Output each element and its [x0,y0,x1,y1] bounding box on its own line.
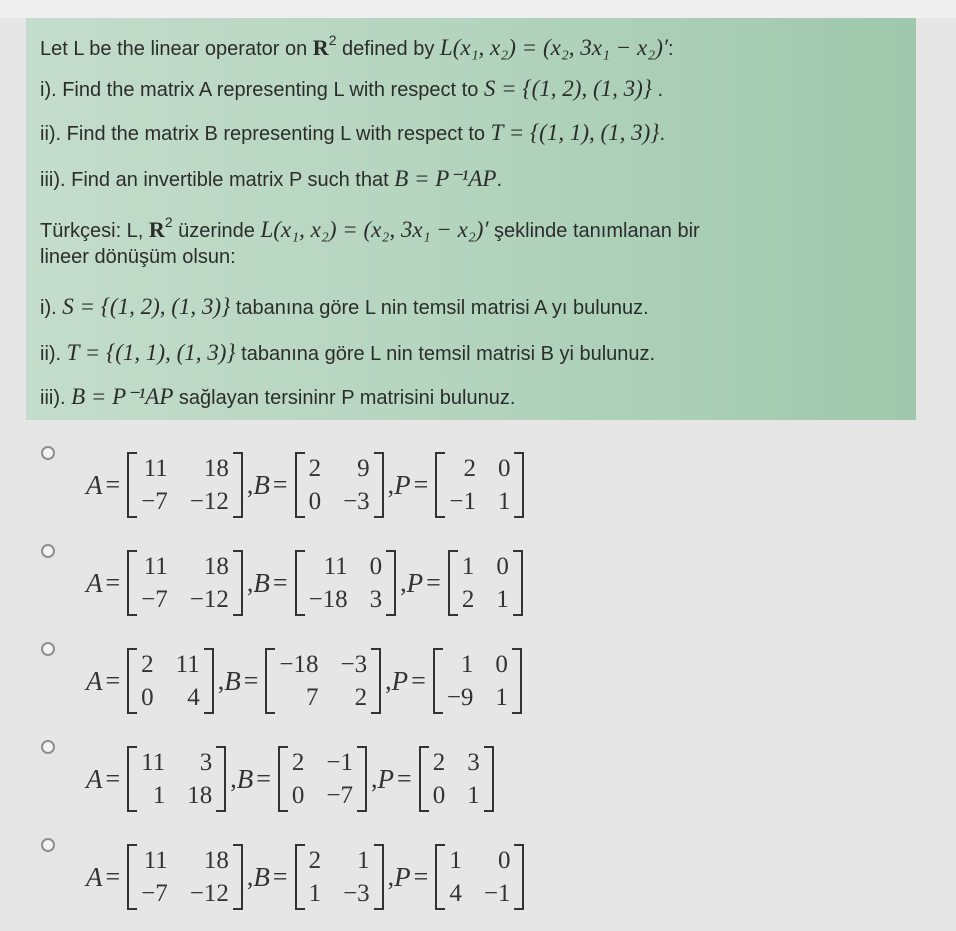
matrix-cell: 2 [461,585,475,613]
matrix-cell: 1 [357,846,370,874]
equals-sign: = [243,666,259,695]
matrix-label-a: A [86,469,103,500]
matrix-cell: 0 [291,781,305,809]
question-line-9 [40,384,515,410]
matrix-a [127,746,226,812]
matrix-cell: −3 [343,879,370,907]
radio-button[interactable] [41,544,55,558]
answer-option-4[interactable] [26,724,926,822]
option-formula [86,646,526,716]
equals-sign: = [397,764,412,793]
matrix-p [448,550,523,616]
matrix-label-p: P [377,763,395,794]
equals-sign: = [105,764,121,793]
matrix-cell: 1 [461,552,475,580]
matrix-cell: 0 [495,650,508,678]
matrix-a [127,844,243,910]
matrix-cell: 18 [203,552,229,580]
matrix-b [295,550,397,616]
matrix-cell: 1 [495,683,508,711]
formula: B = P⁻¹AP [394,166,497,191]
matrix-cell: 0 [497,454,511,482]
comma: , [371,764,378,793]
matrix-cell: 3 [467,748,480,776]
text: üzerinde [172,220,261,242]
comma: , [387,470,395,499]
matrix-cell: 1 [467,781,480,809]
matrix-cell: 2 [432,748,446,776]
matrix-cell: 2 [308,846,322,874]
option-formula [86,744,498,814]
formula: S = {(1, 2), (1, 3)} [483,76,652,101]
question-line-2 [40,76,663,102]
text: iii). Find an invertible matrix P such that [40,169,395,191]
matrix-cell: 7 [306,683,319,711]
matrix-a [127,452,243,518]
matrix-cell: 0 [496,552,509,580]
answer-options [26,430,926,925]
option-formula [86,842,528,912]
radio-button[interactable] [41,642,55,656]
matrix-cell: 18 [203,454,229,482]
matrix-a [127,550,243,616]
matrix-label-b: B [253,861,270,892]
text: . [651,79,664,101]
comma: , [246,862,254,891]
comma: , [400,568,407,597]
matrix-label-p: P [391,665,409,696]
question-line-4 [40,166,502,192]
matrix-cell: −7 [141,487,168,515]
matrix-cell: −18 [308,585,348,613]
answer-option-5[interactable] [26,822,926,920]
question-line-5 [40,214,700,243]
equals-sign: = [272,470,288,499]
matrix-cell: −7 [326,781,354,809]
matrix-cell: −3 [343,487,370,515]
matrix-label-p: P [406,567,424,598]
matrix-cell: 2 [354,683,368,711]
radio-button[interactable] [41,446,55,460]
matrix-cell: −18 [279,650,319,678]
matrix-cell: 1 [449,846,462,874]
matrix-a [127,648,214,714]
equals-sign: = [105,666,121,695]
matrix-cell: 0 [497,846,511,874]
comma: , [387,862,395,891]
text: . [496,169,503,191]
matrix-label-a: A [86,567,103,598]
text: iii). [40,387,72,409]
text: sağlayan tersininr P matrisini bulunuz. [173,387,516,409]
exponent: 2 [164,214,173,230]
matrix-label-p: P [394,469,411,500]
comma: , [230,764,237,793]
matrix-cell: 1 [496,585,509,613]
text: tabanına göre L nin temsil matrisi B yi bulunuz. [235,343,656,365]
question-line-7 [40,294,649,320]
matrix-cell: −1 [483,879,511,907]
text: ii). [40,343,67,365]
question-line-1 [40,32,674,61]
real-space-symbol: R [312,35,329,60]
matrix-cell: −1 [449,487,476,515]
matrix-cell: 2 [291,748,305,776]
matrix-cell: 9 [357,454,370,482]
radio-button[interactable] [41,740,55,754]
option-formula [86,548,527,618]
matrix-cell: 11 [143,846,168,874]
matrix-b [295,452,384,518]
matrix-cell: 1 [152,781,166,809]
matrix-cell: 4 [449,879,462,907]
text: i). Find the matrix A representing L with respect to [40,79,484,101]
question-line-8 [40,340,655,366]
matrix-cell: −12 [189,487,229,515]
question-line-6: lineer dönüşüm olsun: [40,246,236,268]
text: . [659,123,666,145]
matrix-cell: 11 [143,552,168,580]
equals-sign: = [105,568,121,597]
comma: , [246,470,254,499]
matrix-cell: 2 [308,454,322,482]
formula: B = P⁻¹AP [71,384,174,409]
matrix-cell: 0 [308,487,322,515]
matrix-cell: −3 [340,650,368,678]
matrix-label-b: B [253,469,270,500]
matrix-cell: 0 [369,552,383,580]
equals-sign: = [413,862,429,891]
matrix-b [265,648,381,714]
matrix-p [435,452,524,518]
question-box [26,18,916,420]
equals-sign: = [256,764,271,793]
text: Let L be the linear operator on [40,38,313,60]
matrix-label-p: P [394,861,411,892]
formula: L(x₁, x₂) = (x₂, 3x₁ − x₂)′ [260,217,489,242]
text: şeklinde tanımlanan bir [488,220,700,242]
matrix-cell: 3 [199,748,213,776]
text: i). [40,297,63,319]
formula: L(x₁, x₂) = (x₂, 3x₁ − x₂)′ [439,35,668,60]
top-strip [0,0,956,18]
matrix-label-a: A [86,763,103,794]
matrix-cell: −7 [141,585,168,613]
equals-sign: = [272,568,288,597]
matrix-cell: 18 [187,781,213,809]
real-space-symbol: R [148,217,165,242]
matrix-label-b: B [253,567,270,598]
option-formula [86,450,528,520]
matrix-cell: −12 [189,585,229,613]
matrix-cell: 2 [463,454,476,482]
matrix-cell: 4 [187,683,200,711]
formula: T = {(1, 1), (1, 3)} [66,340,236,365]
matrix-label-b: B [236,763,254,794]
comma: , [217,666,225,695]
comma: , [246,568,254,597]
matrix-cell: 1 [497,487,511,515]
matrix-label-a: A [86,665,103,696]
matrix-label-b: B [224,665,241,696]
answer-option-2[interactable] [26,528,926,626]
matrix-b [278,746,367,812]
text: Türkçesi: L, [40,220,149,242]
matrix-cell: −1 [326,748,354,776]
matrix-cell: −7 [141,879,168,907]
text: : [667,38,674,60]
answer-option-3[interactable] [26,626,926,724]
equals-sign: = [105,470,121,499]
matrix-cell: 11 [323,552,348,580]
matrix-p [435,844,524,910]
matrix-p [419,746,494,812]
equals-sign: = [426,568,441,597]
matrix-cell: 0 [432,781,446,809]
equals-sign: = [411,666,426,695]
equals-sign: = [105,862,121,891]
matrix-cell: 11 [175,650,200,678]
text: defined by [336,38,440,60]
matrix-p [433,648,522,714]
matrix-cell: 0 [141,683,154,711]
text: ii). Find the matrix B representing L with respect to [40,123,491,145]
matrix-cell: 1 [308,879,322,907]
equals-sign: = [272,862,288,891]
matrix-label-a: A [86,861,103,892]
text: tabanına göre L nin temsil matrisi A yı bulunuz. [230,297,649,319]
matrix-cell: −9 [446,683,474,711]
matrix-cell: 11 [141,748,166,776]
formula: T = {(1, 1), (1, 3)} [490,120,660,145]
comma: , [385,666,392,695]
question-line-3 [40,120,665,146]
exponent: 2 [328,32,337,48]
matrix-b [295,844,384,910]
answer-option-1[interactable] [26,430,926,528]
radio-button[interactable] [41,838,55,852]
matrix-cell: 2 [141,650,154,678]
matrix-cell: 1 [460,650,474,678]
formula: S = {(1, 2), (1, 3)} [62,294,231,319]
matrix-cell: 11 [143,454,168,482]
matrix-cell: 18 [203,846,229,874]
matrix-cell: 3 [369,585,383,613]
matrix-cell: −12 [189,879,229,907]
equals-sign: = [413,470,429,499]
